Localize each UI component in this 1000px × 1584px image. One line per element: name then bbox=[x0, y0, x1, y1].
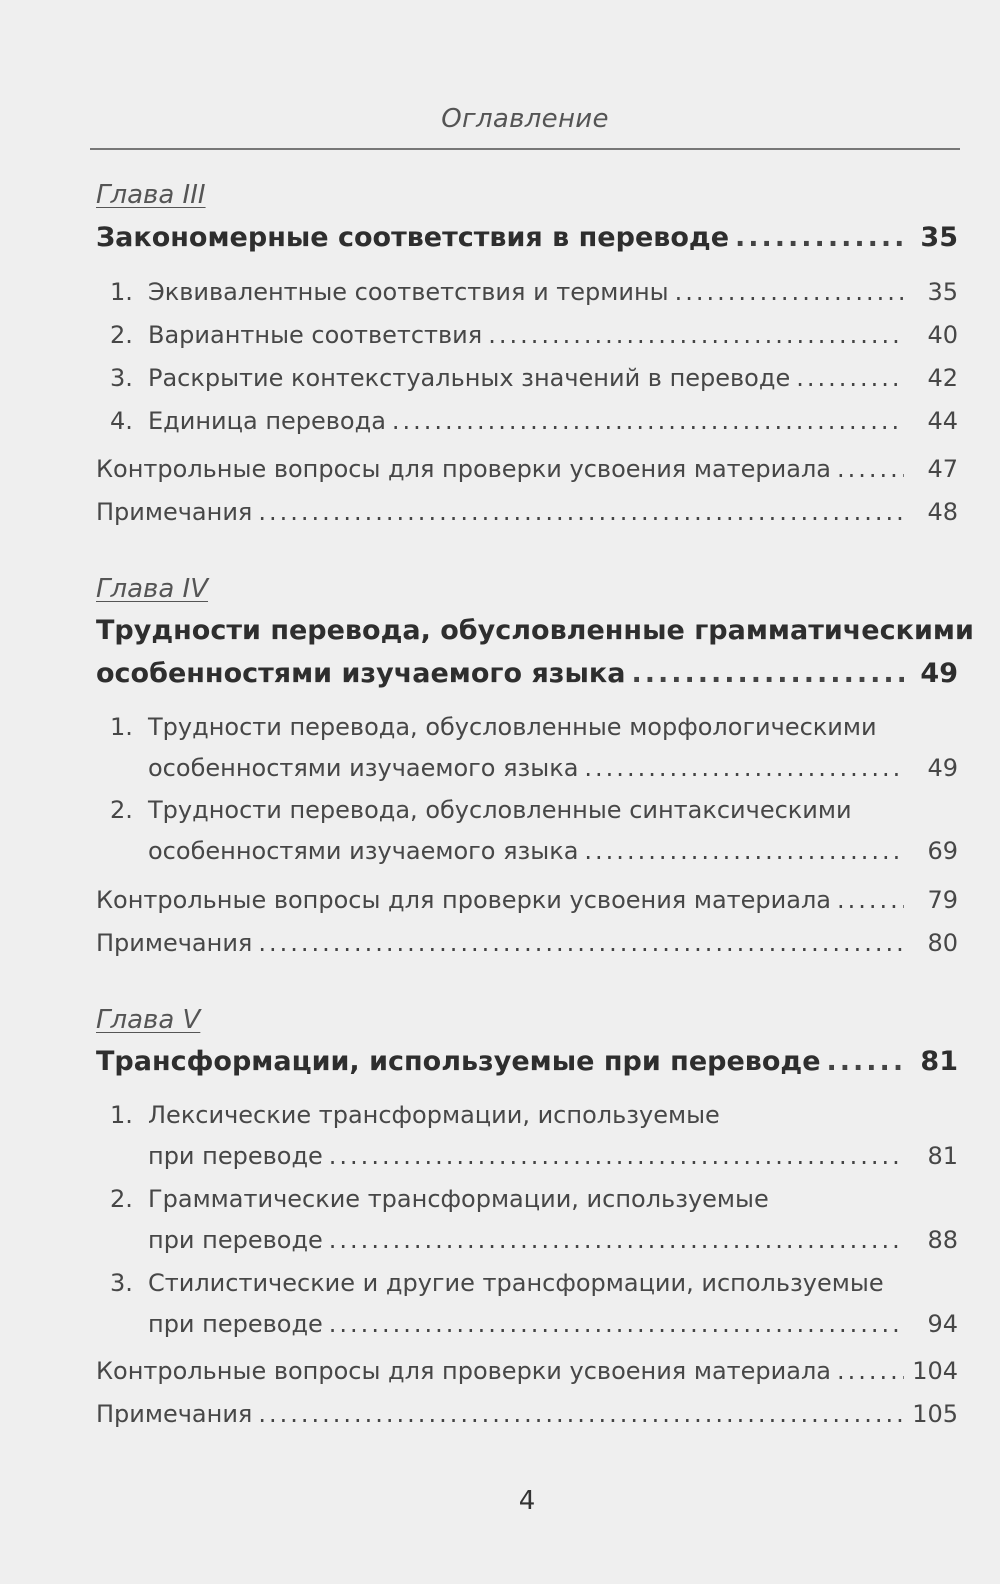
page-ref: 88 bbox=[927, 1226, 958, 1254]
dot-leader bbox=[675, 278, 904, 306]
toc-item-line[interactable] bbox=[110, 1269, 884, 1297]
toc-item[interactable] bbox=[110, 407, 958, 435]
page-ref: 47 bbox=[927, 455, 958, 483]
item-text: Трудности перевода, обусловленные морфологическими bbox=[148, 713, 877, 741]
page-ref: 35 bbox=[927, 278, 958, 306]
toc-item-line[interactable] bbox=[110, 1185, 769, 1213]
chapter-label: Глава V bbox=[96, 1005, 201, 1035]
toc-item[interactable] bbox=[148, 1142, 958, 1170]
dot-leader bbox=[329, 1226, 904, 1254]
toc-questions[interactable] bbox=[96, 1357, 958, 1385]
dot-leader bbox=[329, 1142, 904, 1170]
dot-leader bbox=[827, 1046, 904, 1077]
item-text: Стилистические и другие трансформации, используемые bbox=[148, 1269, 884, 1297]
header-rule bbox=[90, 148, 960, 150]
item-text: при переводе bbox=[148, 1226, 323, 1254]
section-title-text: Трансформации, используемые при переводе bbox=[96, 1046, 821, 1077]
dot-leader bbox=[837, 886, 904, 914]
item-number: 4. bbox=[110, 407, 133, 435]
toc-section-title[interactable] bbox=[96, 658, 958, 689]
dot-leader bbox=[735, 222, 904, 253]
page-ref: 49 bbox=[927, 754, 958, 782]
item-number: 2. bbox=[110, 321, 133, 349]
page-ref: 35 bbox=[920, 222, 958, 253]
page-ref: 48 bbox=[927, 498, 958, 526]
dot-leader bbox=[392, 407, 904, 435]
toc-notes[interactable] bbox=[96, 498, 958, 526]
item-number: 2. bbox=[110, 796, 133, 824]
section-title-text: особенностями изучаемого языка bbox=[96, 658, 626, 689]
item-text: Контрольные вопросы для проверки усвоения материала bbox=[96, 886, 832, 914]
dot-leader bbox=[584, 837, 904, 865]
page-ref: 81 bbox=[920, 1046, 958, 1077]
page-ref: 79 bbox=[927, 886, 958, 914]
running-head: Оглавление bbox=[441, 104, 609, 134]
toc-item[interactable] bbox=[110, 364, 958, 392]
toc-section-title[interactable] bbox=[96, 222, 958, 253]
item-number: 3. bbox=[110, 1269, 133, 1297]
toc-item[interactable] bbox=[148, 1226, 958, 1254]
dot-leader bbox=[258, 1400, 904, 1428]
page-number: 4 bbox=[518, 1486, 536, 1516]
item-number: 1. bbox=[110, 278, 133, 306]
page-ref: 69 bbox=[927, 837, 958, 865]
item-text: Вариантные соответствия bbox=[148, 321, 483, 349]
toc-item[interactable] bbox=[148, 1310, 958, 1338]
toc-item[interactable] bbox=[148, 754, 958, 782]
dot-leader bbox=[258, 498, 904, 526]
page-ref: 42 bbox=[927, 364, 958, 392]
toc-item-line[interactable] bbox=[110, 796, 852, 824]
page-ref: 94 bbox=[927, 1310, 958, 1338]
dot-leader bbox=[584, 754, 904, 782]
item-text: при переводе bbox=[148, 1310, 323, 1338]
dot-leader bbox=[488, 321, 904, 349]
toc-item[interactable] bbox=[110, 278, 958, 306]
item-text: Лексические трансформации, используемые bbox=[148, 1101, 720, 1129]
dot-leader bbox=[631, 658, 904, 689]
item-text: Контрольные вопросы для проверки усвоения материала bbox=[96, 1357, 832, 1385]
item-number: 1. bbox=[110, 1101, 133, 1129]
item-number: 1. bbox=[110, 713, 133, 741]
toc-section-title[interactable] bbox=[96, 1046, 958, 1077]
chapter-label: Глава IV bbox=[96, 574, 209, 604]
toc-notes[interactable] bbox=[96, 1400, 958, 1428]
page-ref: 81 bbox=[927, 1142, 958, 1170]
item-text: особенностями изучаемого языка bbox=[148, 754, 579, 782]
dot-leader bbox=[258, 929, 904, 957]
dot-leader bbox=[837, 1357, 904, 1385]
item-text: Раскрытие контекстуальных значений в переводе bbox=[148, 364, 791, 392]
item-text: Примечания bbox=[96, 929, 253, 957]
item-text: Грамматические трансформации, используемые bbox=[148, 1185, 769, 1213]
toc-notes[interactable] bbox=[96, 929, 958, 957]
page-ref: 105 bbox=[912, 1400, 958, 1428]
item-text: Единица перевода bbox=[148, 407, 386, 435]
page-ref: 44 bbox=[927, 407, 958, 435]
toc-item[interactable] bbox=[148, 837, 958, 865]
item-text: при переводе bbox=[148, 1142, 323, 1170]
chapter-label: Глава III bbox=[96, 180, 206, 210]
page-ref: 80 bbox=[927, 929, 958, 957]
item-text: особенностями изучаемого языка bbox=[148, 837, 579, 865]
toc-item-line[interactable] bbox=[110, 1101, 720, 1129]
item-text: Примечания bbox=[96, 498, 253, 526]
toc-questions[interactable] bbox=[96, 886, 958, 914]
toc-item[interactable] bbox=[110, 321, 958, 349]
section-title-text: Закономерные соответствия в переводе bbox=[96, 222, 730, 253]
item-text: Трудности перевода, обусловленные синтаксическими bbox=[148, 796, 852, 824]
item-text: Контрольные вопросы для проверки усвоения материала bbox=[96, 455, 832, 483]
dot-leader bbox=[837, 455, 904, 483]
item-number: 3. bbox=[110, 364, 133, 392]
dot-leader bbox=[329, 1310, 904, 1338]
toc-item-line[interactable] bbox=[110, 713, 877, 741]
dot-leader bbox=[796, 364, 904, 392]
item-number: 2. bbox=[110, 1185, 133, 1213]
page-ref: 104 bbox=[912, 1357, 958, 1385]
item-text: Примечания bbox=[96, 1400, 253, 1428]
section-title-line: Трудности перевода, обусловленные грамматическими bbox=[96, 615, 974, 646]
item-text: Эквивалентные соответствия и термины bbox=[148, 278, 669, 306]
page-ref: 40 bbox=[927, 321, 958, 349]
page-ref: 49 bbox=[920, 658, 958, 689]
toc-questions[interactable] bbox=[96, 455, 958, 483]
